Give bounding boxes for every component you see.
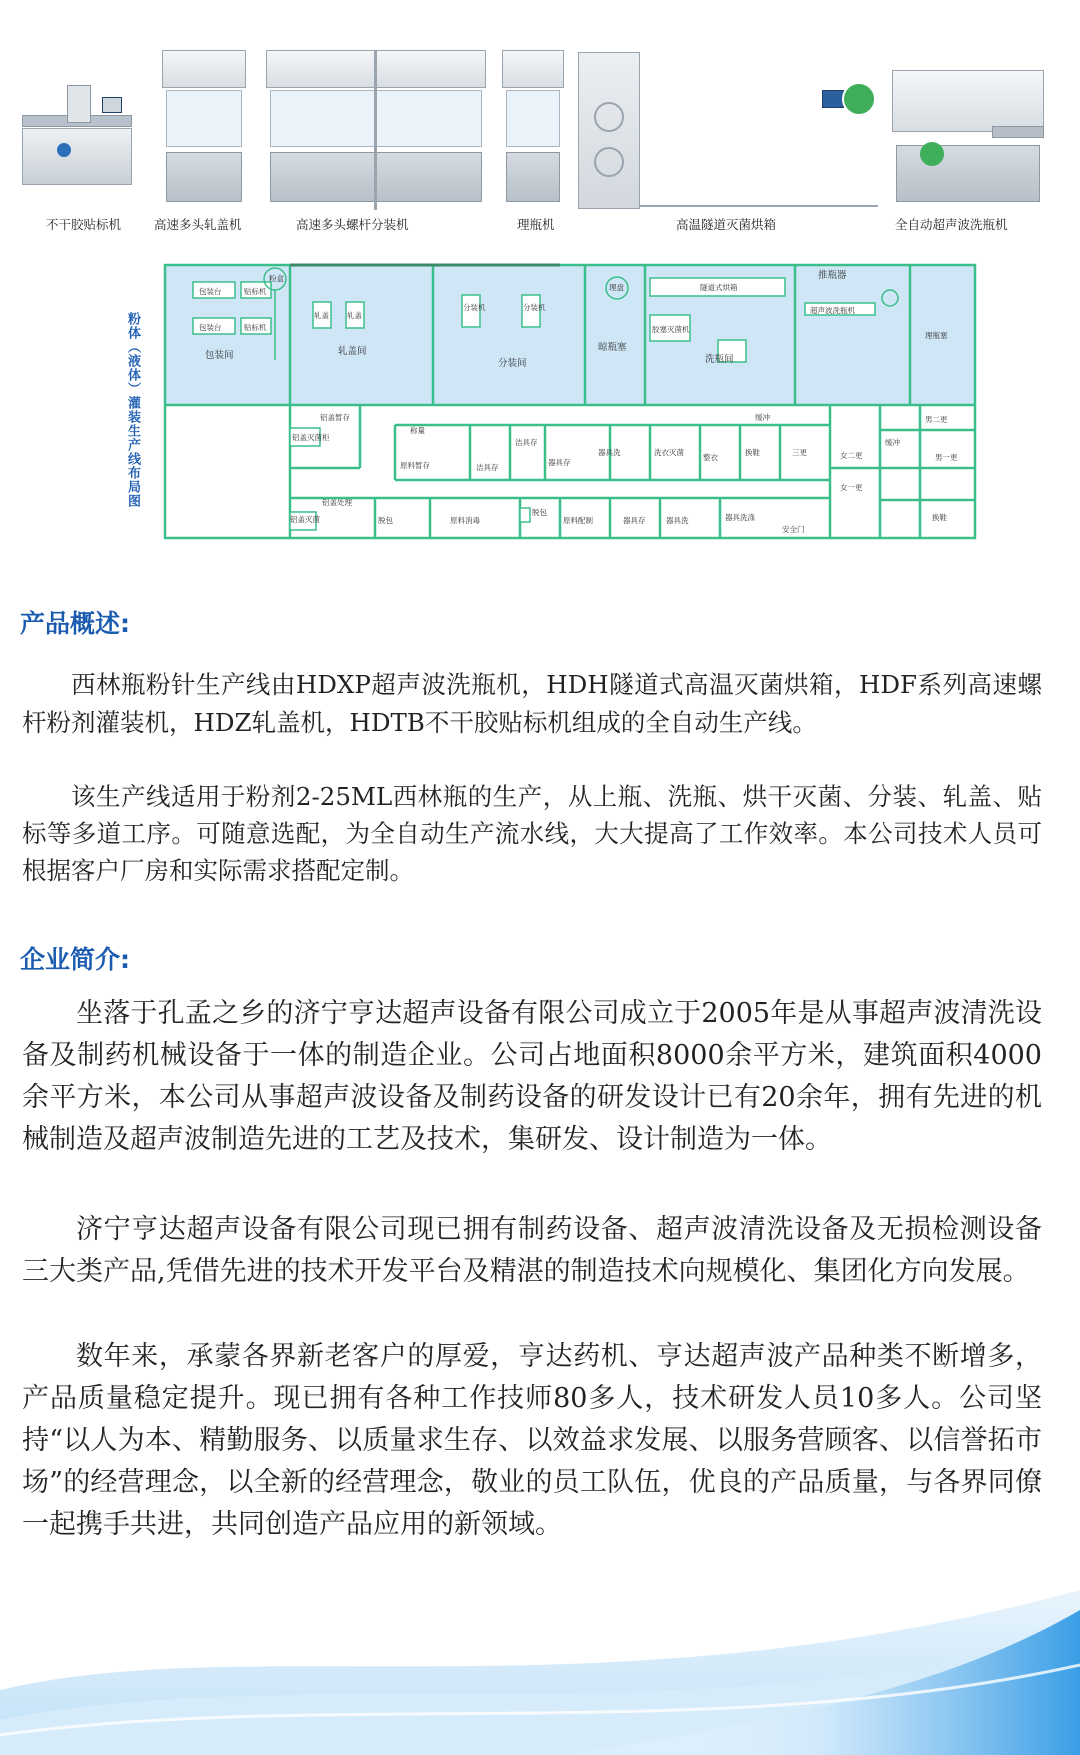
room-female-first-change: 女一更 [840,483,863,492]
overview-heading: 产品概述: [20,609,130,638]
room-capper-1: 轧盖 [314,311,329,320]
room-weighing: 称量 [410,426,425,435]
room-cap-sterilization: 铝盖灭菌 [290,515,320,524]
room-male-first-change: 男一更 [935,453,958,462]
room-buffer: 缓冲 [755,413,770,422]
machine-label-sorter: 理瓶机 [517,217,555,232]
room-cap-sterilizer: 铝盖灭菌柜 [292,433,330,442]
room-washing: 洗瓶间 [705,354,734,365]
room-ultrasonic-washer: 超声波洗瓶机 [810,306,855,315]
room-dressing: 整衣 [703,453,718,462]
machine-label-capping: 高速多头轧盖机 [154,217,242,232]
room-cap-storage: 铝盖暂存 [320,413,350,422]
room-material-storage: 原料暂存 [400,461,430,470]
room-material-disinfect: 原料消毒 [450,516,480,525]
company-paragraph-2: 济宁亨达超声设备有限公司现已拥有制药设备、超声波清洗设备及无损检测设备三大类产品,凭借先进的技术开发平台及精湛的制造技术向规模化、集团化方向发展。 [22,1214,1042,1287]
room-tools-washing-2: 器具洗 [666,516,689,525]
room-shoe-change: 换鞋 [745,448,760,457]
room-tools-storage-2: 器具存 [548,458,571,467]
room-cap-processing: 铝盖处理 [322,498,352,507]
room-buffer-2: 缓冲 [885,438,900,447]
room-tools-storage-3: 器具存 [623,516,646,525]
company-heading: 企业简介: [20,945,130,974]
room-packing-table-1: 包装台 [199,287,222,296]
room-bottle-sorting: 理瓶塞 [925,331,948,340]
capping-machine-image [158,50,250,210]
room-tool-cleaning: 器具洗涤 [725,513,755,522]
room-female-second-change: 女二更 [840,451,863,460]
machine-photo-strip [0,0,1080,250]
room-cleaning-tools: 洁具存 [476,463,499,472]
room-filler-1: 分装机 [463,303,486,312]
production-line-layout-plan [0,250,1080,570]
layout-plan-title: 粉体（液体）灌装生产线布局图 [125,312,140,508]
room-tools-washing: 器具洗 [598,448,621,457]
room-tray: 理盘 [609,283,624,292]
room-tools-storage-1: 洁具存 [515,438,538,447]
tunnel-oven-image [578,52,878,207]
room-laundry: 洗衣灭菌 [654,448,684,457]
room-capping: 轧盖间 [338,346,367,357]
room-filling: 分装间 [498,358,527,369]
room-shoe-change-2: 换鞋 [932,513,947,522]
room-tunnel-oven: 隧道式烘箱 [700,283,738,292]
machine-label-oven: 高温隧道灭菌烘箱 [676,217,777,232]
room-unpacking-2: 脱包 [532,508,547,517]
room-packing: 包装间 [205,350,234,361]
overview-paragraph-2: 该生产线适用于粉剂2-25ML西林瓶的生产，从上瓶、洗瓶、烘干灭菌、分装、轧盖、贴标等多道工序。可随意选配，为全自动生产流水线，大大提高了工作效率。本公司技术人员可根据客户厂房和实际需求搭配定制。 [22,782,1042,885]
overview-paragraph-1: 西林瓶粉针生产线由HDXP超声波洗瓶机，HDH隧道式高温灭菌烘箱，HDF系列高速螺杆粉剂灌装机，HDZ轧盖机，HDTB不干胶贴标机组成的全自动生产线。 [22,670,1042,737]
room-labeller-2: 贴标机 [244,323,267,332]
decorative-wave [0,1570,1080,1755]
room-capper-2: 轧盖 [347,311,362,320]
room-stopper-drying: 晾瓶塞 [598,342,627,353]
room-material-mixing: 原料配制 [563,516,593,525]
ultrasonic-washer-image [888,70,1048,210]
labeller-machine-image [22,85,132,185]
room-stopper-sterilizer: 胶塞灭菌机 [652,325,690,334]
filling-machine-image [262,50,490,210]
machine-label-labeller: 不干胶贴标机 [46,217,122,232]
clean-zone-fill [165,265,975,405]
room-third-change: 三更 [792,448,807,457]
room-packing-table-2: 包装台 [199,323,222,332]
machine-label-washer: 全自动超声波洗瓶机 [895,217,1008,232]
company-paragraph-1: 坐落于孔孟之乡的济宁亨达超声设备有限公司成立于2005年是从事超声波清洗设备及制药机械设备于一体的制造企业。公司占地面积8000余平方米，建筑面积4000余平方米，本公司从事超声波设备及制药设备的研发设计已有20余年，拥有先进的机械制造及超声波制造先进的工艺及技术，集研发、设计制造为一体。 [22,998,1042,1155]
bottle-sorter-image [498,50,568,210]
room-filler-2: 分装机 [523,303,546,312]
room-bottle-pusher: 推瓶器 [818,270,847,281]
room-unpacking-1: 脱包 [378,516,393,525]
room-safety-door: 安全门 [782,525,805,534]
machine-label-filling: 高速多头螺杆分装机 [296,217,409,232]
room-labeller-1: 贴标机 [244,287,267,296]
room-powder-box: 粉盒 [269,274,284,283]
layout-floorplan [0,250,1080,570]
company-paragraph-3: 数年来，承蒙各界新老客户的厚爱，亨达药机、亨达超声波产品种类不断增多，产品质量稳定提升。现已拥有各种工作技师80多人，技术研发人员10多人。公司坚持“以人为本、精勤服务、以质量求生存、以效益求发展、以服务营顾客、以信誉拓市场”的经营理念，以全新的经营理念，敬业的员工队伍，优良的产品质量，与各界同僚一起携手共进，共同创造产品应用的新领域。 [22,1341,1042,1540]
room-male-second-change: 男二更 [925,415,948,424]
